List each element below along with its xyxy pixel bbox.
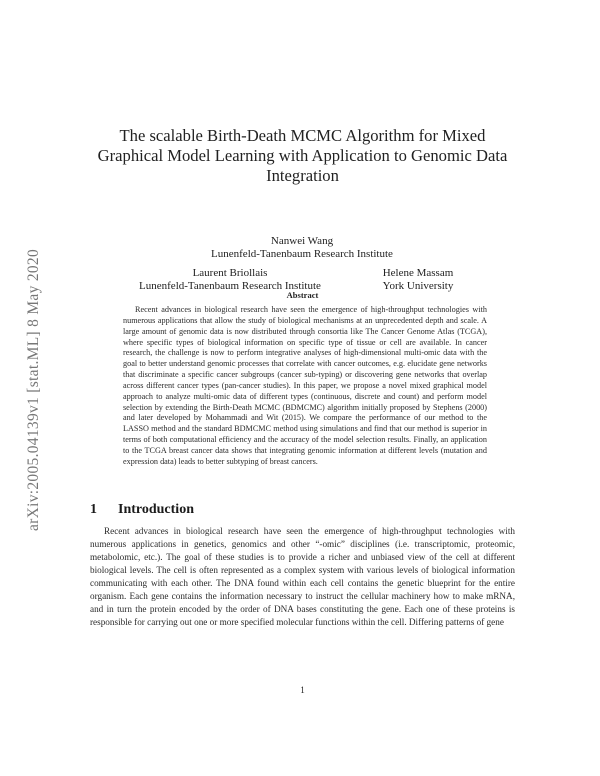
author-block	[172, 235, 432, 261]
title-line: Graphical Model Learning with Application to Genomic Data	[97, 146, 508, 165]
title-line: Integration	[266, 166, 339, 185]
section-number: 1	[90, 502, 97, 517]
section-heading	[90, 502, 194, 518]
author-name: Nanwei Wang	[270, 235, 334, 247]
arxiv-identifier-text: arXiv:2005.04139v1 [stat.ML] 8 May 2020	[25, 248, 42, 532]
arxiv-identifier-sidebar	[22, 200, 46, 580]
paper-page	[90, 0, 515, 776]
paper-title	[90, 126, 515, 186]
author-affiliation: Lunenfeld-Tanenbaum Research Institute	[139, 280, 321, 292]
author-name: Helene Massam	[382, 267, 454, 279]
abstract-heading: Abstract	[286, 290, 319, 300]
abstract-text: Recent advances in biological research have seen the emergence of high-throughput technologies with numerous applications that allow the study of biological mechanisms at an unprecedented depth and scale. A large amount of genomic data is now distributed through consortia like The Cancer Genome Atlas (TCGA), where specific types of biological information on specific type of tissue or cell are available. In cancer research, the challenge is now to perform integrative analyses of high-dimensional multi-omic data with the goal to better understand genomic processes that correlate with cancer outcomes, e.g. elucidate gene networks that discriminate a specific cancer subgroups (cancer sub-typing) or discovering gene networks that overlap across different cancer types (pan-cancer studies). In this paper, we propose a novel mixed graphical model approach to analyze multi-omic data of different types (continuous, discrete and count) and perform model selection by extending the Birth-Death MCMC (BDMCMC) algorithm initially proposed by Stephens (2000) and later developed by Mohammadi and Wit (2015). We compare the performance of our method to the LASSO method and the standard BDMCMC method using simulations and find that our method is superior in terms of both computational efficiency and the accuracy of the model selection results. Finally, an application to the TCGA breast cancer data shows that integrating genomic information at different levels (mutation and expression data) leads to better subtyping of breast cancers.	[123, 305, 487, 466]
section-body-text: Recent advances in biological research have seen the emergence of high-throughput technologies with numerous applications in genetics, genomics and other “-omic” disciplines (i.e. transcriptomic, proteomic, metabolomic, etc.). The goal of these studies is to provide a richer and unbiased view of the cell at different biological levels. The cell is often represented as a complex system with various levels of biological information communicating with each other. The DNA found within each cell contains the genetic blueprint for the entire organism. Each gene contains the information necessary to instruct the cellular machinery how to make mRNA, and in turn the protein encoded by the order of DNA bases constituting the gene. Each one of these proteins is responsible for carrying out one or more specified molecular functions within the cell. Differing patterns of gene	[90, 526, 515, 628]
section-title: Introduction	[118, 502, 194, 517]
page-number: 1	[300, 685, 305, 695]
title-line: The scalable Birth-Death MCMC Algorithm for Mixed	[119, 126, 486, 145]
author-affiliation: Lunenfeld-Tanenbaum Research Institute	[211, 248, 393, 260]
author-affiliation: York University	[382, 280, 454, 292]
author-name: Laurent Briollais	[192, 267, 268, 279]
